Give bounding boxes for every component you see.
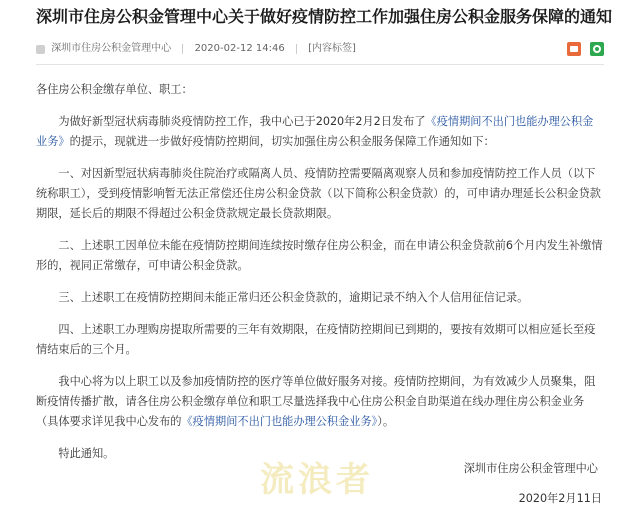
meta-divider [296, 44, 297, 54]
paragraph-3: 三、上述职工在疫情防控期间未能正常归还公积金贷款的，逾期记录不纳入个人信用征信记录。 [58, 291, 529, 304]
signature: 深圳市住房公积金管理中心 [463, 462, 598, 475]
intro-text-before: 为做好新型冠状病毒肺炎疫情防控工作，我中心已于2020年2月2日发布了 [58, 115, 426, 128]
article-body [36, 80, 604, 464]
print-icon[interactable] [567, 42, 581, 56]
paragraph-2: 二、上述职工因单位未能在疫情防控期间连续按时缴存住房公积金，而在申请公积金贷款前6个月内发生补缴情形的，视同正常缴存，可申请公积金贷款。 [36, 239, 603, 272]
header-divider [36, 64, 604, 65]
meta-divider [182, 44, 183, 54]
notice-link-2[interactable]: 《疫情期间不出门也能办理公积金业务》 [181, 415, 378, 428]
paragraph-5 [36, 372, 604, 432]
watermark: 流浪者 [260, 460, 374, 500]
paragraph-4: 四、上述职工办理购房提取所需要的三年有效期限，在疫情防控期间已到期的，要按有效期可以相应延长至疫情结束后的三个月。 [36, 323, 596, 356]
signed-date: 2020年2月11日 [518, 492, 602, 505]
share-icon[interactable] [590, 42, 604, 56]
article-category[interactable]: [内容标签] [308, 43, 356, 54]
article-title: 深圳市住房公积金管理中心关于做好疫情防控工作加强住房公积金服务保障的通知 [36, 7, 613, 26]
closing: 特此通知。 [58, 447, 115, 460]
article-source: 深圳市住房公积金管理中心 [51, 43, 172, 54]
notice-link[interactable]: 《疫情期间不出门也能办理公积金业务》 [36, 115, 594, 148]
article-meta [36, 38, 604, 60]
salutation: 各住房公积金缴存单位、职工： [36, 83, 193, 96]
p5-text-before: 我中心将为以上职工以及参加疫情防控的医疗等单位做好服务对接。疫情防控期间，为有效减少人员聚集，阻断疫情传播扩散，请各住房公积金缴存单位和职工尽量选择我中心住房公积金自助渠道在线办理住房公积金业务（具体要求详见我中心发布的 [36, 375, 596, 428]
article-actions [561, 42, 604, 56]
paragraph-1: 一、对因新型冠状病毒肺炎住院治疗或隔离人员、疫情防控需要隔离观察人员和参加疫情防控工作人员（以下统称职工），受到疫情影响暂无法正常偿还住房公积金贷款（以下简称公积金贷款）的，可申请办理延长公积金贷款期限，延长后的期限不得超过公积金贷款规定最长贷款期限。 [36, 167, 601, 220]
source-icon [36, 45, 45, 54]
intro-text-after: 的提示，现就进一步做好疫情防控期间，切实加强住房公积金服务保障工作通知如下： [69, 135, 495, 148]
p5-text-after: ）。 [377, 415, 395, 428]
article-date: 2020-02-12 14:46 [194, 43, 285, 54]
intro-paragraph [36, 112, 604, 152]
